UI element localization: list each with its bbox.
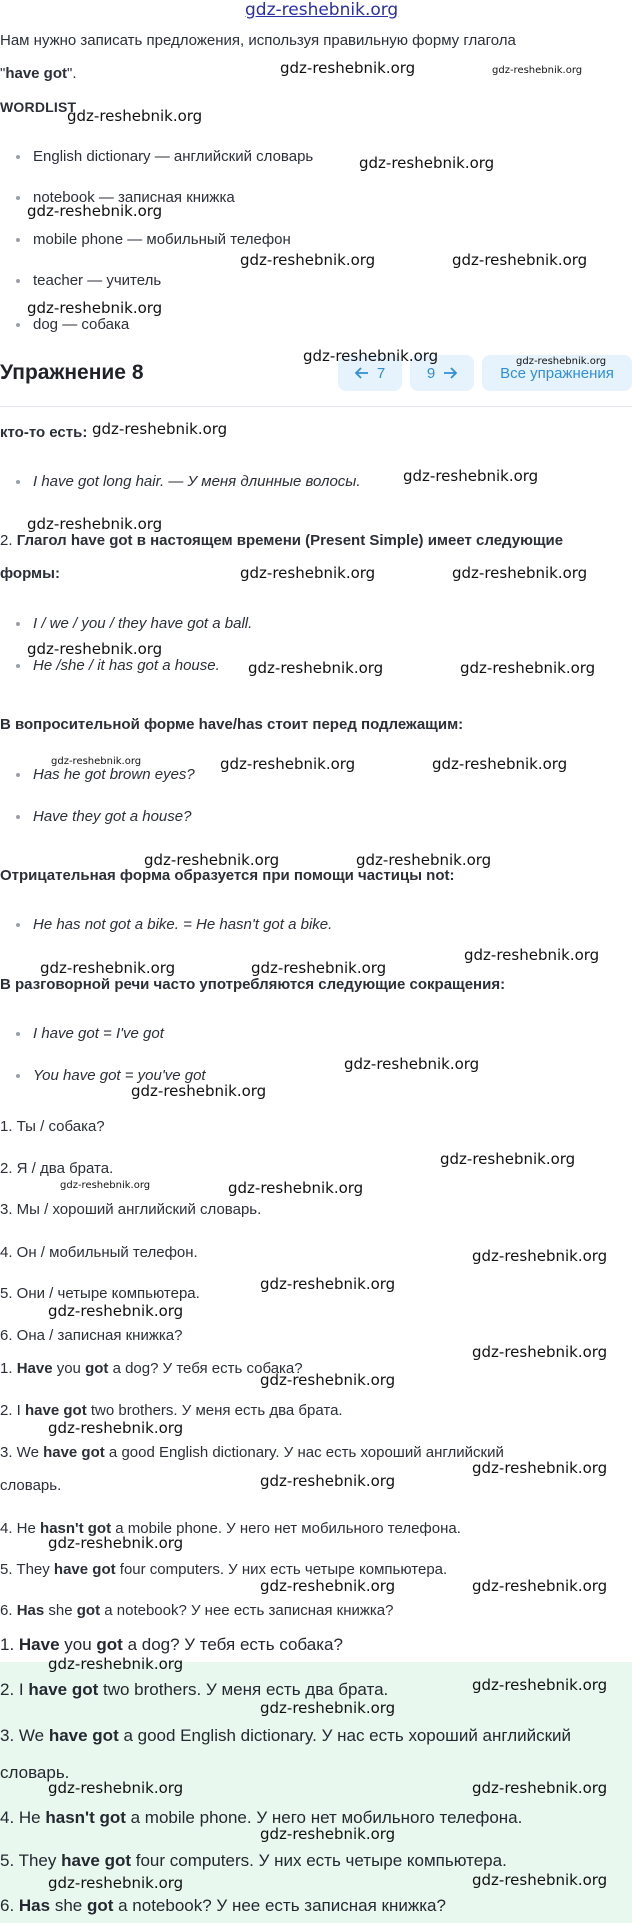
form-singular: He /she / it has got a house.	[33, 657, 220, 674]
watermark: gdz-reshebnik.org	[240, 251, 376, 269]
answer-box-item: 2. I have got two brothers. У меня есть два брата.	[0, 1680, 389, 1699]
contraction-rule: В разговорной речи часто употребляются следующие сокращения:	[0, 976, 506, 993]
watermark: gdz-reshebnik.org	[51, 756, 142, 767]
watermark: gdz-reshebnik.org	[356, 851, 492, 869]
watermark: gdz-reshebnik.org	[48, 1534, 184, 1552]
contraction-example: You have got = you've got	[33, 1067, 206, 1084]
watermark: gdz-reshebnik.org	[27, 202, 163, 220]
question-rule: В вопросительной форме have/has стоит перед подлежащим:	[0, 716, 464, 733]
watermark: gdz-reshebnik.org	[440, 1150, 576, 1168]
watermark: gdz-reshebnik.org	[260, 1825, 396, 1843]
arrow-left-icon	[355, 367, 369, 379]
intro-verb: have got	[5, 65, 68, 82]
watermark: gdz-reshebnik.org	[144, 851, 280, 869]
answer-item: 3. We have got a good English dictionary. У нас есть хороший английский	[0, 1444, 504, 1461]
example-hair: I have got long hair. — У меня длинные волосы.	[33, 473, 361, 490]
answer-box-item: 6. Has she got a notebook? У нее есть записная книжка?	[0, 1896, 446, 1915]
answer-box-item: 3. We have got a good English dictionary. У нас есть хороший английский	[0, 1726, 572, 1745]
negative-rule: Отрицательная форма образуется при помощи частицы not:	[0, 867, 455, 884]
watermark: gdz-reshebnik.org	[472, 1459, 608, 1477]
prev-exercise-label: 7	[376, 364, 386, 382]
answer-box-item: 5. They have got four computers. У них есть четыре компьютера.	[0, 1851, 507, 1870]
watermark: gdz-reshebnik.org	[27, 515, 163, 533]
answer-item: 6. Has she got a notebook? У нее есть записная книжка?	[0, 1602, 394, 1619]
watermark: gdz-reshebnik.org	[131, 1082, 267, 1100]
grammar-partial-line: кто-то есть:	[0, 424, 88, 441]
watermark: gdz-reshebnik.org	[260, 1699, 396, 1717]
divider	[0, 406, 632, 407]
wordlist-item: teacher — учитель	[33, 272, 162, 289]
form-plural: I / we / you / they have got a ball.	[33, 615, 253, 632]
watermark: gdz-reshebnik.org	[60, 1180, 151, 1191]
answer-item-cont: словарь.	[0, 1477, 62, 1494]
watermark: gdz-reshebnik.org	[248, 659, 384, 677]
all-exercises-button[interactable]: Все упражнения	[482, 355, 632, 391]
watermark: gdz-reshebnik.org	[472, 1676, 608, 1694]
wordlist-item: English dictionary — английский словарь	[33, 148, 314, 165]
watermark: gdz-reshebnik.org	[48, 1874, 184, 1892]
site-link[interactable]: gdz-reshebnik.org	[245, 0, 399, 20]
watermark: gdz-reshebnik.org	[303, 347, 439, 365]
watermark: gdz-reshebnik.org	[260, 1371, 396, 1389]
arrow-right-icon	[443, 367, 457, 379]
task-intro: Нам нужно записать предложения, используя правильную форму глагола	[0, 32, 516, 49]
watermark: gdz-reshebnik.org	[403, 467, 539, 485]
prompt-item: 2. Я / два брата.	[0, 1160, 114, 1177]
watermark: gdz-reshebnik.org	[516, 356, 607, 367]
next-exercise-label: 9	[426, 364, 436, 382]
rule-2: 2. Глагол have got в настоящем времени (Present Simple) имеет следующие	[0, 532, 564, 549]
watermark: gdz-reshebnik.org	[492, 65, 583, 76]
watermark: gdz-reshebnik.org	[452, 564, 588, 582]
watermark: gdz-reshebnik.org	[67, 107, 203, 125]
wordlist-item: mobile phone — мобильный телефон	[33, 231, 291, 248]
watermark: gdz-reshebnik.org	[344, 1055, 480, 1073]
watermark: gdz-reshebnik.org	[472, 1779, 608, 1797]
watermark: gdz-reshebnik.org	[452, 251, 588, 269]
watermark: gdz-reshebnik.org	[464, 946, 600, 964]
watermark: gdz-reshebnik.org	[260, 1577, 396, 1595]
watermark: gdz-reshebnik.org	[472, 1871, 608, 1889]
answer-item: 2. I have got two brothers. У меня есть два брата.	[0, 1402, 343, 1419]
prompt-item: 3. Мы / хороший английский словарь.	[0, 1201, 262, 1218]
watermark: gdz-reshebnik.org	[432, 755, 568, 773]
answer-item: 1. Have you got a dog? У тебя есть собака?	[0, 1360, 303, 1377]
answer-box-item-cont: словарь.	[0, 1763, 70, 1782]
rule-2-cont: формы:	[0, 565, 60, 582]
prompt-item: 1. Ты / собака?	[0, 1118, 105, 1135]
watermark: gdz-reshebnik.org	[228, 1179, 364, 1197]
watermark: gdz-reshebnik.org	[92, 420, 228, 438]
watermark: gdz-reshebnik.org	[260, 1275, 396, 1293]
watermark: gdz-reshebnik.org	[48, 1779, 184, 1797]
contraction-example: I have got = I've got	[33, 1025, 164, 1042]
watermark: gdz-reshebnik.org	[48, 1419, 184, 1437]
watermark: gdz-reshebnik.org	[251, 959, 387, 977]
watermark: gdz-reshebnik.org	[48, 1302, 184, 1320]
watermark: gdz-reshebnik.org	[27, 299, 163, 317]
answer-item: 4. He hasn't got a mobile phone. У него нет мобильного телефона.	[0, 1520, 461, 1537]
watermark: gdz-reshebnik.org	[359, 154, 495, 172]
watermark: gdz-reshebnik.org	[472, 1577, 608, 1595]
question-example: Have they got a house?	[33, 808, 192, 825]
watermark: gdz-reshebnik.org	[472, 1247, 608, 1265]
wordlist-title: WORDLIST	[0, 99, 77, 115]
watermark: gdz-reshebnik.org	[48, 1655, 184, 1673]
prompt-item: 6. Она / записная книжка?	[0, 1327, 183, 1344]
answer-item: 5. They have got four computers. У них есть четыре компьютера.	[0, 1561, 448, 1578]
prompt-item: 4. Он / мобильный телефон.	[0, 1244, 198, 1261]
wordlist-item: notebook — записная книжка	[33, 189, 235, 206]
question-example: Has he got brown eyes?	[33, 766, 195, 783]
task-intro-verb-line: "have got".	[0, 65, 77, 82]
watermark: gdz-reshebnik.org	[220, 755, 356, 773]
watermark: gdz-reshebnik.org	[40, 959, 176, 977]
exercise-title: Упражнение 8	[0, 361, 144, 384]
watermark: gdz-reshebnik.org	[472, 1343, 608, 1361]
watermark: gdz-reshebnik.org	[27, 640, 163, 658]
watermark: gdz-reshebnik.org	[460, 659, 596, 677]
answer-box-item: 4. He hasn't got a mobile phone. У него нет мобильного телефона.	[0, 1808, 523, 1827]
watermark: gdz-reshebnik.org	[280, 59, 416, 77]
negative-example: He has not got a bike. = He hasn't got a bike.	[33, 916, 333, 933]
wordlist-item: dog — собака	[33, 316, 130, 333]
prompt-item: 5. Они / четыре компьютера.	[0, 1285, 200, 1302]
watermark: gdz-reshebnik.org	[260, 1472, 396, 1490]
watermark: gdz-reshebnik.org	[240, 564, 376, 582]
answer-box-item: 1. Have you got a dog? У тебя есть собака?	[0, 1635, 343, 1654]
